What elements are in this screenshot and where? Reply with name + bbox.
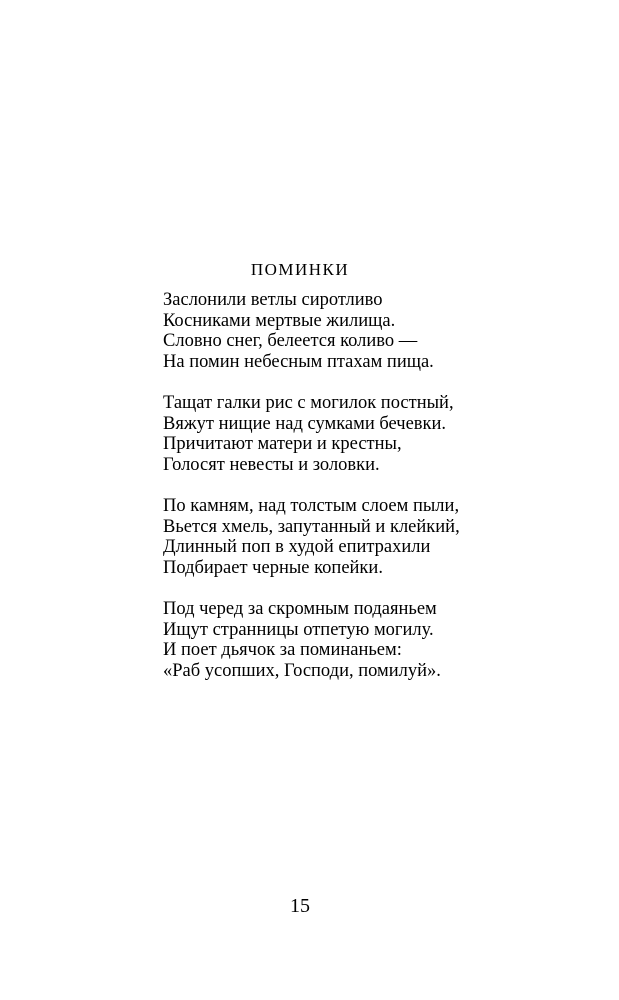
poem-line: Голосят невесты и золовки. [163, 454, 380, 475]
poem-line: Тащат галки рис с могилок постный, [163, 393, 454, 413]
stanza-1 [163, 290, 483, 372]
poem-line: Подбирает черные копейки. [163, 557, 383, 578]
poem-line: И поет дьячок за поминаньем: [163, 640, 402, 660]
poem-line: Ищут странницы отпетую могилу. [163, 619, 434, 640]
poem-line: На помин небесным птахам пища. [163, 351, 434, 372]
poem-line: Под черед за скромным подаяньем [163, 599, 437, 619]
poem-body [163, 290, 483, 702]
poem-line: Вяжут нищие над сумками бечевки. [163, 413, 447, 434]
page-number: 15 [290, 895, 310, 917]
poem-line: Длинный поп в худой епитрахили [163, 537, 431, 557]
poem-line: Вьется хмель, запутанный и клейкий, [163, 516, 460, 537]
poem-line: «Раб усопших, Господи, помилуй». [163, 660, 441, 681]
stanza-2 [163, 393, 483, 475]
poem-line: Причитают матери и крестны, [163, 434, 402, 454]
poem-line: Косниками мертвые жилища. [163, 310, 396, 331]
poem-line: По камням, над толстым слоем пыли, [163, 496, 460, 516]
stanza-4 [163, 599, 483, 681]
stanza-3 [163, 496, 483, 578]
poem-title: ПОМИНКИ [250, 260, 350, 279]
poem-line: Словно снег, белеется коливо — [163, 331, 418, 351]
poem-line: Заслонили ветлы сиротливо [163, 290, 383, 310]
